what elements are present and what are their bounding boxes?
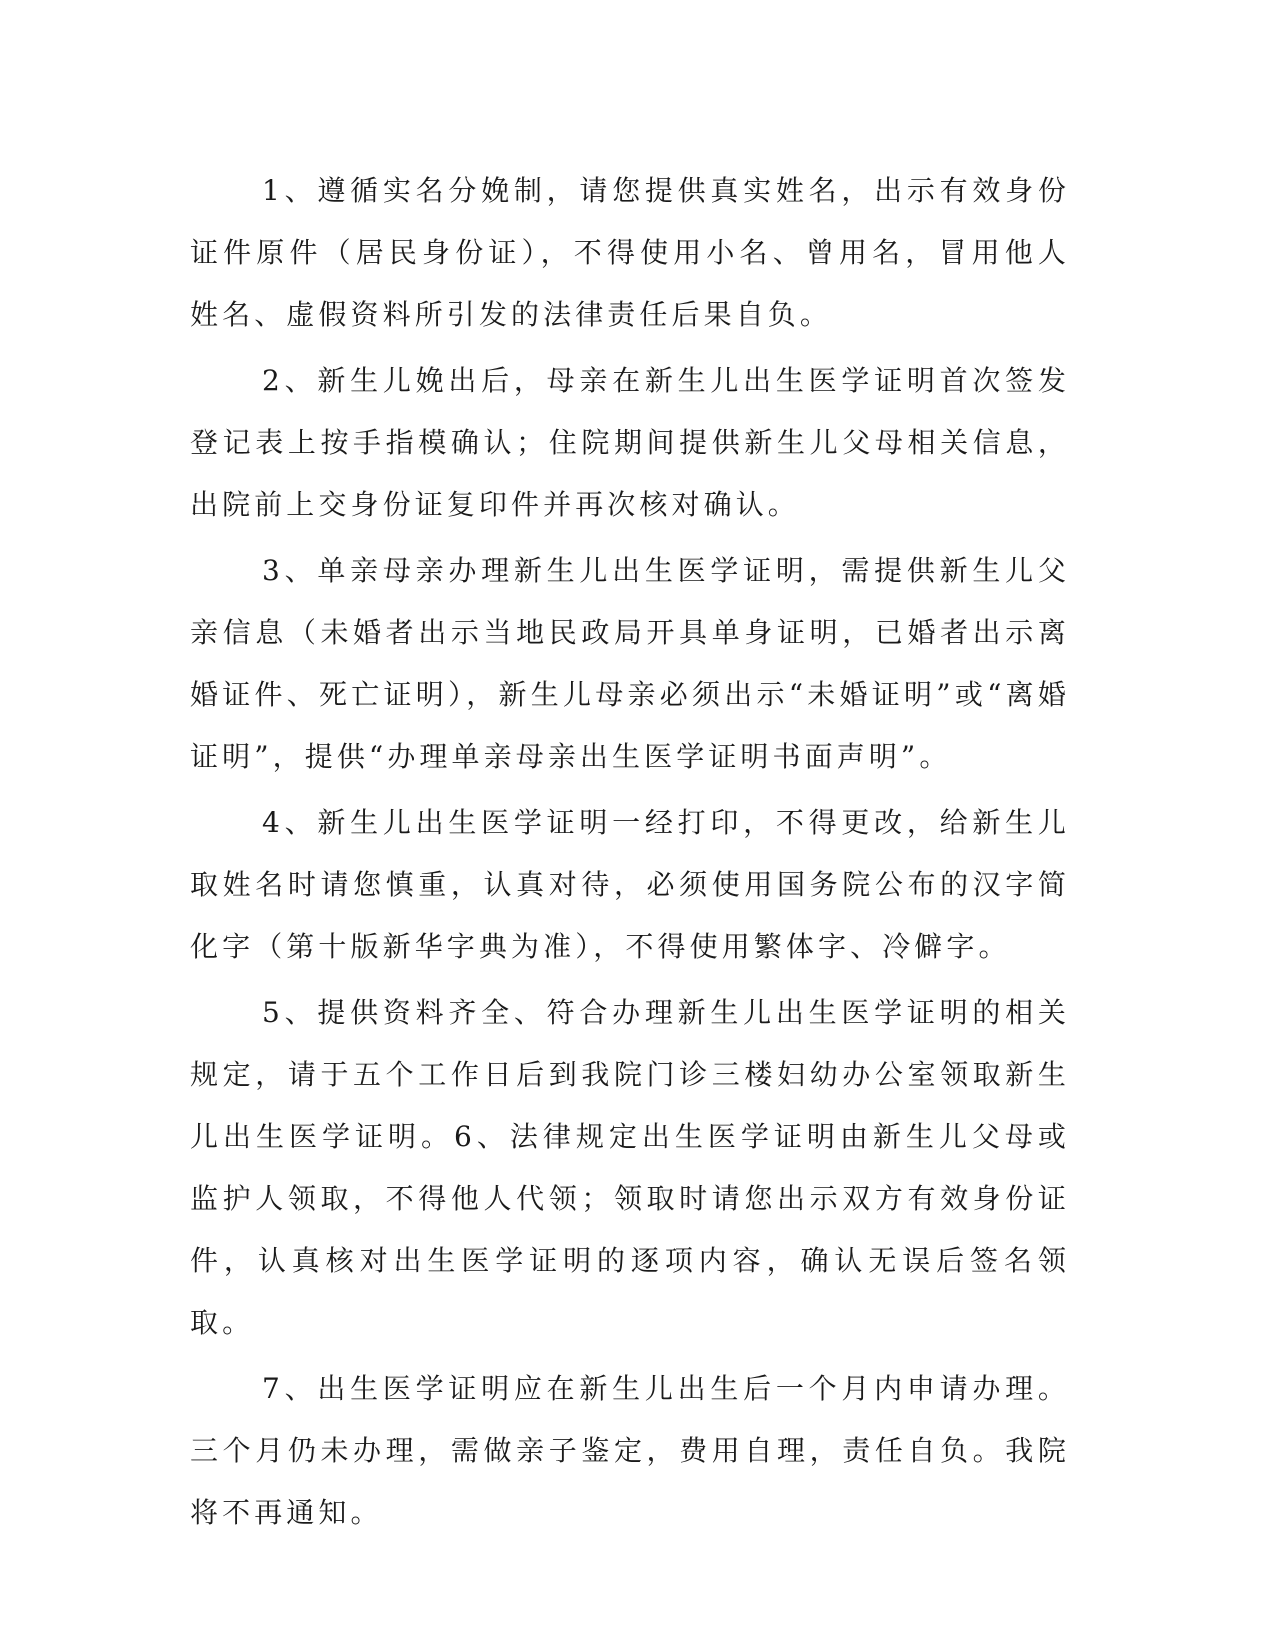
paragraph-1: 1、遵循实名分娩制，请您提供真实姓名，出示有效身份证件原件（居民身份证），不得使用小名、曾用名，冒用他人姓名、虚假资料所引发的法律责任后果自负。: [190, 174, 1070, 331]
paragraph-5: 5、提供资料齐全、符合办理新生儿出生医学证明的相关规定，请于五个工作日后到我院门诊三楼妇幼办公室领取新生儿出生医学证明。6、法律规定出生医学证明由新生儿父母或监护人领取，不得他人代领；领取时请您出示双方有效身份证件，认真核对出生医学证明的逐项内容，确认无误后签名领取。: [190, 996, 1070, 1339]
document-body: [190, 160, 1070, 1548]
paragraph-4: 4、新生儿出生医学证明一经打印，不得更改，给新生儿取姓名时请您慎重，认真对待，必须使用国务院公布的汉字简化字（第十版新华字典为准），不得使用繁体字、冷僻字。: [190, 806, 1070, 963]
paragraph-2: 2、新生儿娩出后，母亲在新生儿出生医学证明首次签发登记表上按手指模确认；住院期间提供新生儿父母相关信息，出院前上交身份证复印件并再次核对确认。: [190, 364, 1070, 521]
paragraph-7: 7、出生医学证明应在新生儿出生后一个月内申请办理。三个月仍未办理，需做亲子鉴定，费用自理，责任自负。我院将不再通知。: [190, 1372, 1070, 1529]
paragraph-3: 3、单亲母亲办理新生儿出生医学证明，需提供新生儿父亲信息（未婚者出示当地民政局开具单身证明，已婚者出示离婚证件、死亡证明），新生儿母亲必须出示“未婚证明”或“离婚证明”，提供“办理单亲母亲出生医学证明书面声明”。: [190, 554, 1070, 773]
